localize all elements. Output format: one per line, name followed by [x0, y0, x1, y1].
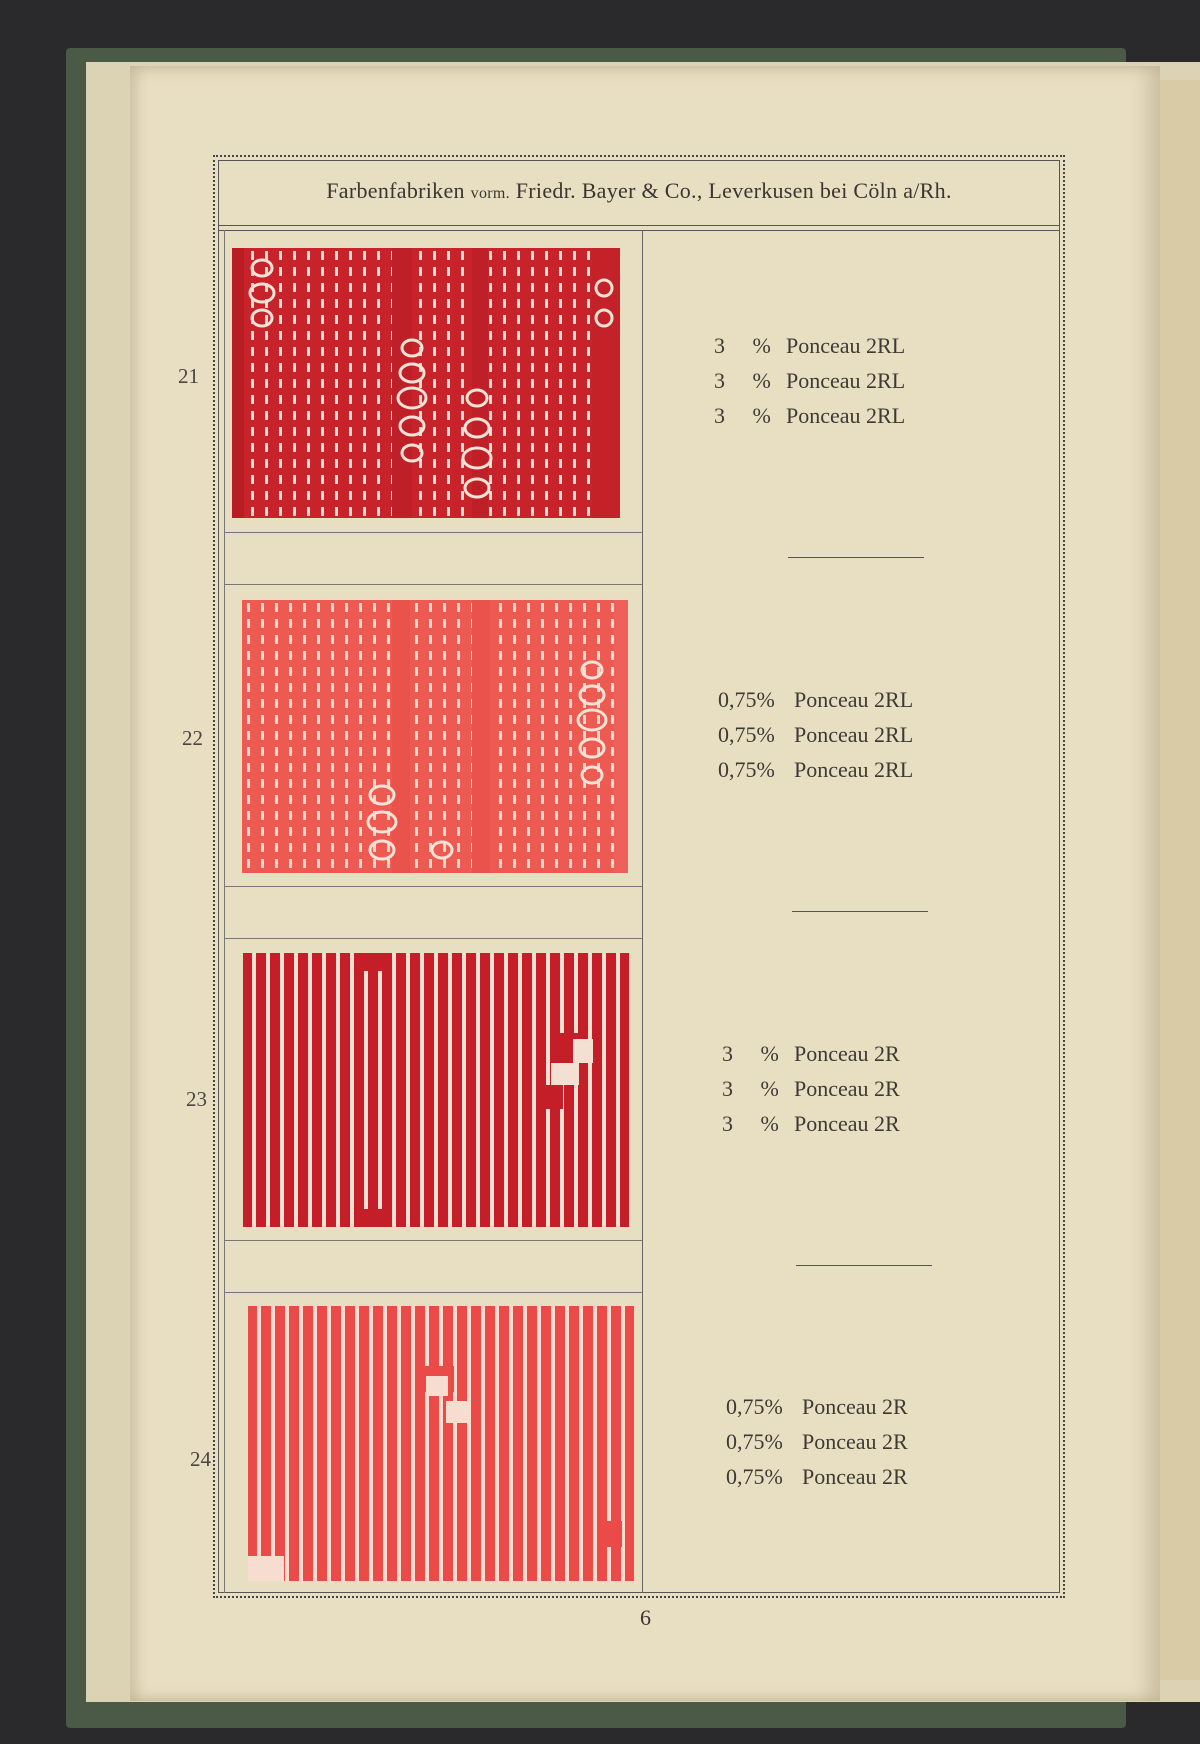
recipe-separator: [792, 911, 928, 912]
percentage-value: 3: [722, 1076, 733, 1101]
card-line: [224, 584, 642, 585]
dye-name: Ponceau 2RL: [786, 368, 906, 393]
dye-name: Ponceau 2R: [794, 1076, 900, 1101]
recipe-24: [726, 1389, 908, 1494]
card-line: [224, 532, 642, 533]
percentage-unit: %: [760, 1076, 779, 1101]
recipe-row: [714, 363, 905, 398]
recipe-percentage: [718, 682, 794, 717]
fabric-swatch-23: [243, 953, 629, 1227]
percentage-value: 0,75: [726, 1429, 765, 1454]
percentage-value: 0,75: [718, 757, 757, 782]
dye-name: Ponceau 2RL: [794, 722, 914, 747]
percentage-value: 3: [722, 1111, 733, 1136]
percentage-unit: %: [756, 687, 775, 712]
sample-number: 21: [178, 364, 199, 388]
recipe-row: [722, 1106, 900, 1141]
percentage-value: 3: [722, 1041, 733, 1066]
dye-name: Ponceau 2RL: [786, 403, 906, 428]
fabric-swatch-24: [248, 1306, 634, 1581]
recipe-row: [726, 1424, 908, 1459]
fabric-swatch-21: [232, 248, 620, 518]
recipe-percentage: [726, 1459, 802, 1494]
recipe-percentage: [722, 1036, 794, 1071]
recipe-row: [714, 328, 905, 363]
percentage-value: 3: [714, 333, 725, 358]
percentage-unit: %: [752, 368, 771, 393]
dye-name: Ponceau 2RL: [794, 757, 914, 782]
fabric-swatch-22: [242, 600, 628, 873]
percentage-unit: %: [756, 722, 775, 747]
card-line: [224, 886, 642, 887]
percentage-unit: %: [764, 1429, 783, 1454]
dye-name: Ponceau 2R: [794, 1111, 900, 1136]
header-vorm: vorm.: [470, 185, 510, 202]
card-line: [224, 1240, 642, 1241]
dye-name: Ponceau 2R: [802, 1464, 908, 1489]
recipe-row: [726, 1459, 908, 1494]
recipe-row: [718, 682, 913, 717]
header-firm-address: Friedr. Bayer & Co., Leverkusen bei Cöln a/Rh.: [515, 178, 952, 203]
recipe-percentage: [718, 752, 794, 787]
recipe-row: [722, 1036, 900, 1071]
sample-number: 24: [190, 1447, 211, 1471]
recipe-percentage: [714, 363, 786, 398]
sample-number: 22: [182, 726, 203, 750]
percentage-value: 3: [714, 368, 725, 393]
left-column-rule: [224, 230, 225, 1593]
page-header: [218, 178, 1060, 204]
recipe-row: [714, 398, 905, 433]
sample-number: 23: [186, 1087, 207, 1111]
percentage-unit: %: [752, 333, 771, 358]
recipe-percentage: [726, 1424, 802, 1459]
card-line: [224, 1292, 642, 1293]
percentage-value: 3: [714, 403, 725, 428]
dye-name: Ponceau 2R: [802, 1429, 908, 1454]
recipe-percentage: [714, 398, 786, 433]
percentage-unit: %: [752, 403, 771, 428]
recipe-row: [718, 752, 913, 787]
header-rule-top: [218, 225, 1060, 226]
recipe-percentage: [726, 1389, 802, 1424]
recipe-percentage: [718, 717, 794, 752]
dye-name: Ponceau 2R: [802, 1394, 908, 1419]
percentage-value: 0,75: [718, 687, 757, 712]
recipe-row: [722, 1071, 900, 1106]
recipe-separator: [796, 1265, 932, 1266]
dye-name: Ponceau 2RL: [786, 333, 906, 358]
percentage-unit: %: [764, 1394, 783, 1419]
percentage-unit: %: [760, 1111, 779, 1136]
dye-name: Ponceau 2RL: [794, 687, 914, 712]
recipe-row: [718, 717, 913, 752]
percentage-unit: %: [756, 757, 775, 782]
recipe-percentage: [722, 1071, 794, 1106]
recipe-separator: [788, 557, 924, 558]
column-divider: [642, 230, 643, 1593]
header-firm-name: Farbenfabriken: [326, 178, 465, 203]
dye-name: Ponceau 2R: [794, 1041, 900, 1066]
percentage-value: 0,75: [718, 722, 757, 747]
card-line: [224, 938, 642, 939]
recipe-percentage: [722, 1106, 794, 1141]
recipe-21: [714, 328, 905, 433]
page-number: 6: [640, 1605, 651, 1630]
recipe-row: [726, 1389, 908, 1424]
header-rule-bottom: [218, 230, 1060, 231]
percentage-value: 0,75: [726, 1394, 765, 1419]
percentage-unit: %: [764, 1464, 783, 1489]
recipe-percentage: [714, 328, 786, 363]
recipe-22: [718, 682, 913, 787]
percentage-unit: %: [760, 1041, 779, 1066]
percentage-value: 0,75: [726, 1464, 765, 1489]
recipe-23: [722, 1036, 900, 1141]
